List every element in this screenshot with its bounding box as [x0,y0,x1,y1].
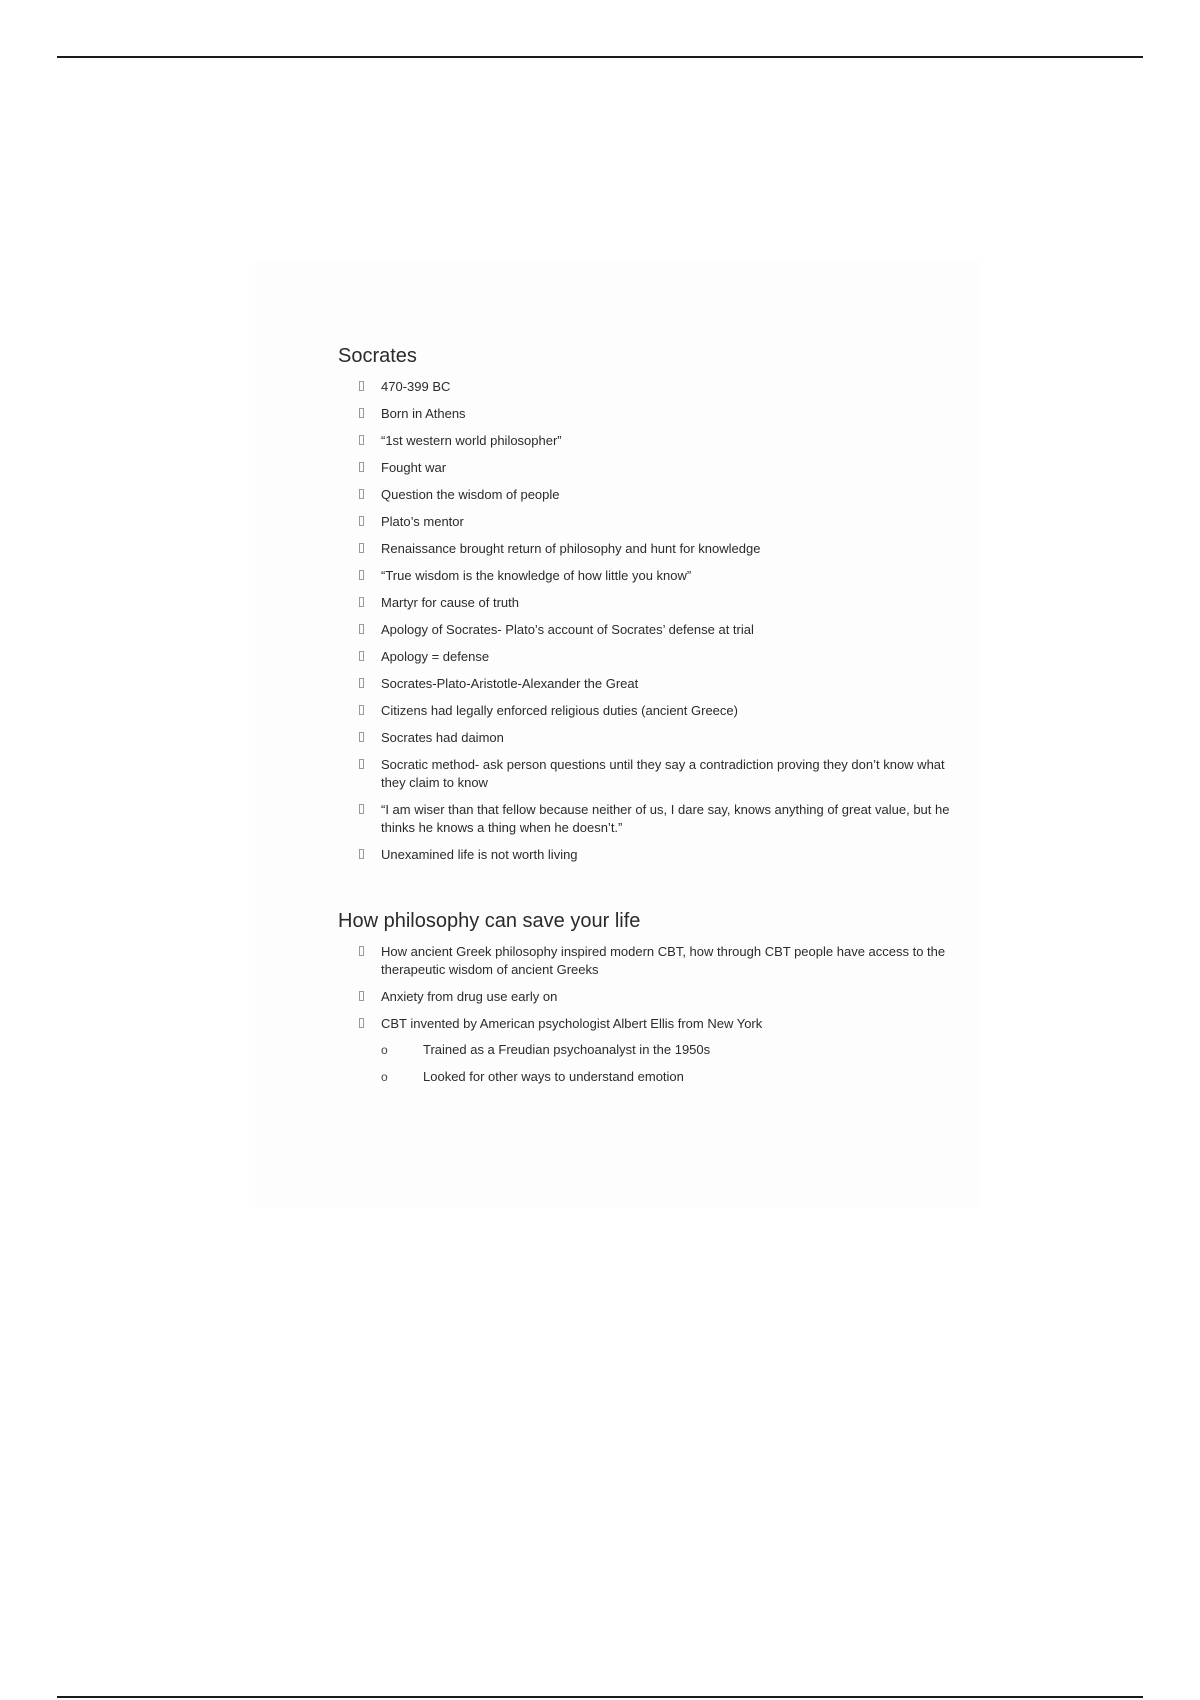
sub-list-item: o Trained as a Freudian psychoanalyst in the 1950s [381,1042,711,1057]
list-item: Anxiety from drug use early on [338,988,958,1006]
circle-bullet-icon: o [381,1043,388,1057]
list-item: Martyr for cause of truth [338,594,958,612]
list-item: “I am wiser than that fellow because neither of us, I dare say, knows anything of great value, but he thinks he knows a thing when he doesn’t.” [338,801,958,837]
list-item: Renaissance brought return of philosophy and hunt for knowledge [338,540,958,558]
bullet-icon [359,1018,364,1028]
list-item: “1st western world philosopher” [338,432,958,450]
list-item: Socratic method- ask person questions until they say a contradiction proving they don’t know what they claim to know [338,756,958,792]
bullet-icon [359,991,364,1001]
list-item: 470-399 BC [338,378,958,396]
list-item: Unexamined life is not worth living [338,846,958,864]
bullet-icon [359,759,364,769]
list-item: Born in Athens [338,405,958,423]
bullet-icon [359,705,364,715]
bottom-rule [57,1696,1143,1698]
list-item: Apology = defense [338,648,958,666]
bullet-icon [359,678,364,688]
bullet-icon [359,570,364,580]
bullet-icon [359,543,364,553]
bullet-icon [359,946,364,956]
bullet-icon [359,462,364,472]
bullet-icon [359,624,364,634]
circle-bullet-icon: o [381,1070,388,1084]
list-item: Question the wisdom of people [338,486,958,504]
list-item: Citizens had legally enforced religious duties (ancient Greece) [338,702,958,720]
sub-bullet-list [381,1041,958,1086]
bullet-icon [359,435,364,445]
bullet-icon [359,732,364,742]
bullet-list [338,943,958,1086]
bullet-icon [359,489,364,499]
bullet-icon [359,849,364,859]
section-how-philosophy [338,908,958,1095]
bullet-icon [359,804,364,814]
section-socrates [338,343,958,873]
list-item: Plato’s mentor [338,513,958,531]
list-item: Fought war [338,459,958,477]
top-rule [57,56,1143,58]
bullet-icon [359,381,364,391]
list-item: Socrates-Plato-Aristotle-Alexander the Great [338,675,958,693]
bullet-icon [359,516,364,526]
bullet-icon [359,651,364,661]
bullet-icon [359,597,364,607]
list-item: Socrates had daimon [338,729,958,747]
bullet-list [338,378,958,864]
bullet-icon [359,408,364,418]
list-item: Apology of Socrates- Plato’s account of Socrates’ defense at trial [338,621,958,639]
sub-list-item: o Looked for other ways to understand emotion [381,1069,684,1084]
list-item: “True wisdom is the knowledge of how little you know” [338,567,958,585]
list-item: CBT invented by American psychologist Albert Ellis from New York o Trained as a Freudian psychoanalyst in the 1950s o Looked for other ways to understand emotion [338,1015,958,1086]
section-title: How philosophy can save your life [338,910,641,932]
section-title: Socrates [338,345,417,367]
list-item: How ancient Greek philosophy inspired modern CBT, how through CBT people have access to the therapeutic wisdom of ancient Greeks [338,943,958,979]
